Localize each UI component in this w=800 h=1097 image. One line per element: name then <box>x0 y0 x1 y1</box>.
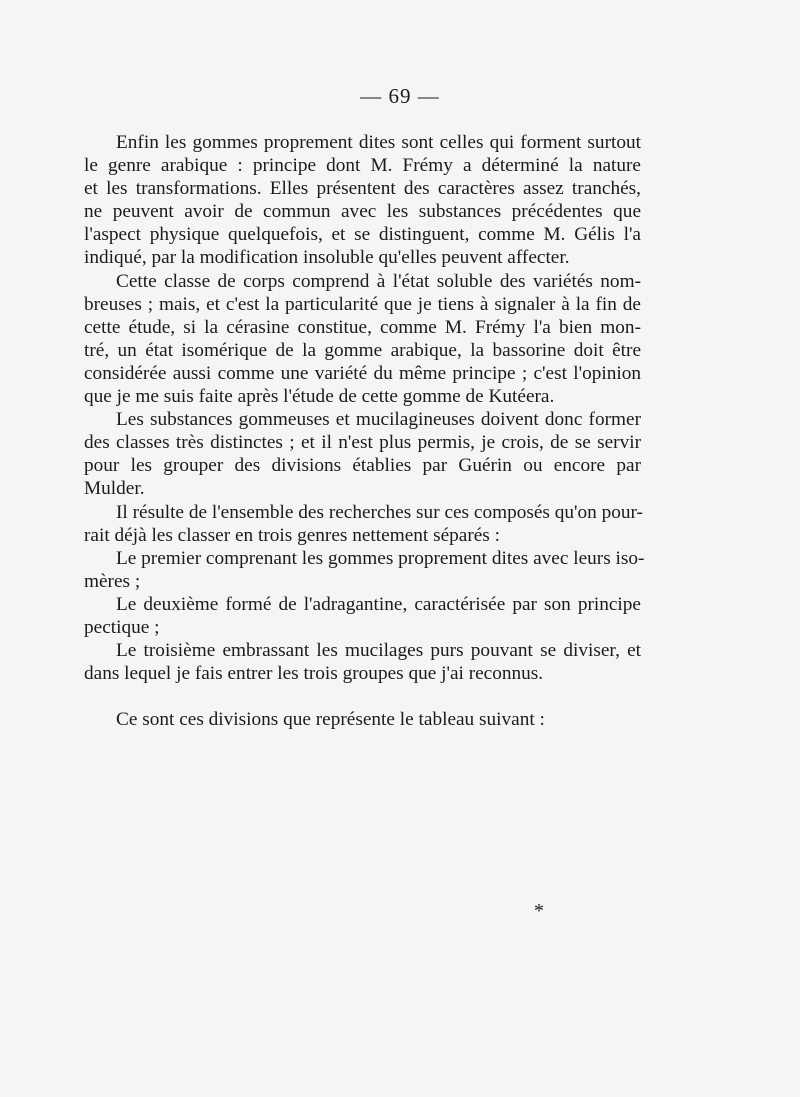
text-line: des classes très distinctes ; et il n'est plus permis, je crois, de se servir <box>84 432 641 454</box>
text-line: Enfin les gommes proprement dites sont celles qui forment surtout <box>116 132 641 153</box>
text-line: pectique ; <box>84 616 160 638</box>
text-line: le genre arabique : principe dont M. Frémy a déterminé la nature <box>84 155 641 177</box>
text-line: Ce sont ces divisions que représente le tableau suivant : <box>116 709 545 731</box>
text-line: tré, un état isomérique de la gomme arabique, la bassorine doit être <box>84 339 641 361</box>
text-line: Les substances gommeuses et mucilagineuses doivent donc former <box>116 409 641 431</box>
text-line: et les transformations. Elles présentent des caractères assez tranchés, <box>84 178 641 200</box>
text-line: dans lequel je fais entrer les trois groupes que j'ai reconnus. <box>84 663 544 685</box>
text-line: que je me suis faite après l'étude de cette gomme de Kutéera. <box>84 386 555 408</box>
text-line: rait déjà les classer en trois genres nettement séparés : <box>84 524 500 546</box>
paragraph <box>84 593 641 639</box>
paragraph <box>84 270 641 409</box>
text-line: Il résulte de l'ensemble des recherches sur ces composés qu'on pour- <box>116 501 643 523</box>
page-number: — 69 — <box>360 84 440 108</box>
body-text <box>84 131 645 731</box>
text-line: cette étude, si la cérasine constitue, comme M. Frémy l'a bien mon- <box>84 316 641 338</box>
paragraph <box>84 408 641 500</box>
paragraph <box>84 131 641 270</box>
text-line: Mulder. <box>84 478 145 500</box>
text-line: mères ; <box>84 570 141 592</box>
text-line: Le premier comprenant les gommes proprement dites avec leurs iso- <box>116 547 645 569</box>
paragraph <box>84 547 645 593</box>
text-line: indiqué, par la modification insoluble qu'elles peuvent affecter. <box>84 247 570 269</box>
paragraph <box>84 501 641 547</box>
text-line: pour les grouper des divisions établies par Guérin ou encore par <box>84 455 641 477</box>
footer-mark: * <box>534 900 544 922</box>
paragraph-spacer <box>84 685 641 708</box>
paragraph <box>84 708 641 731</box>
text-line: breuses ; mais, et c'est la particularité que je tiens à signaler à la fin de <box>84 293 641 315</box>
text-line: Le deuxième formé de l'adragantine, caractérisée par son principe <box>116 593 641 615</box>
text-line: considérée aussi comme une variété du même principe ; c'est l'opinion <box>84 362 641 384</box>
text-line: Le troisième embrassant les mucilages purs pouvant se diviser, et <box>116 640 641 662</box>
text-line: ne peuvent avoir de commun avec les substances précédentes que <box>84 201 641 223</box>
paragraph <box>84 639 641 685</box>
text-line: l'aspect physique quelquefois, et se distinguent, comme M. Gélis l'a <box>84 224 641 246</box>
text-line: Cette classe de corps comprend à l'état soluble des variétés nom- <box>116 270 641 292</box>
